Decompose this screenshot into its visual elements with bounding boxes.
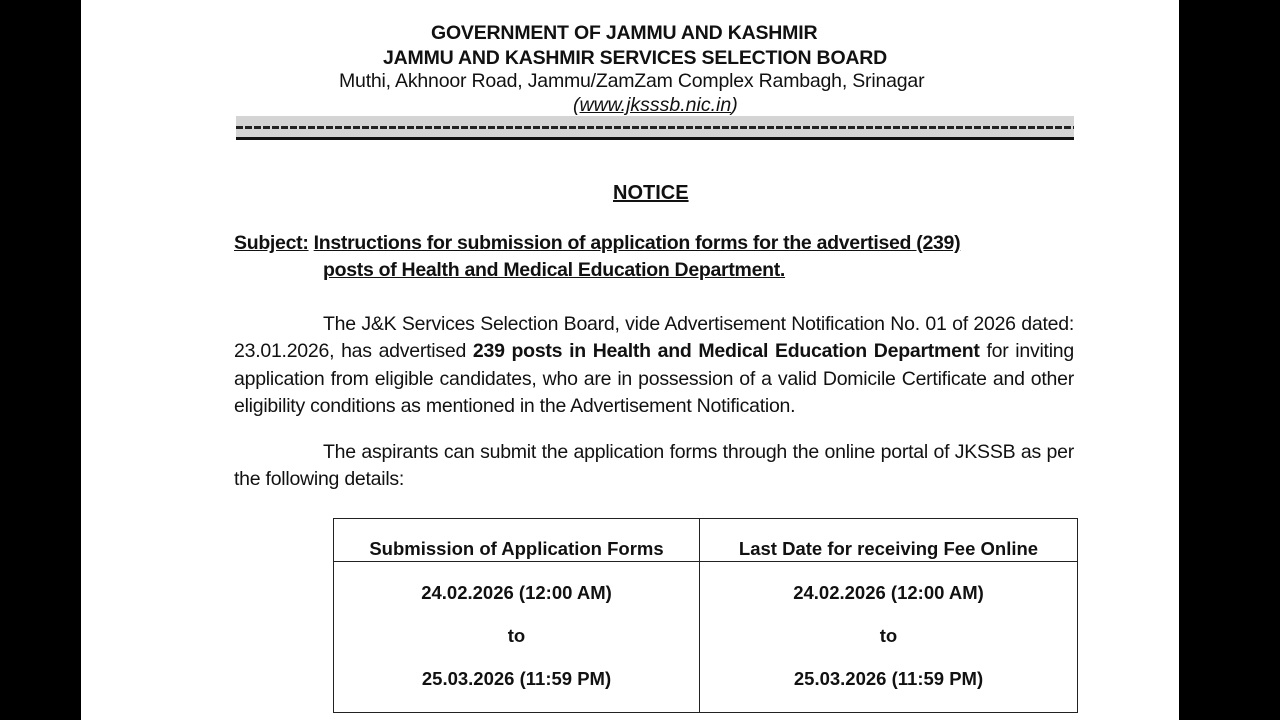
fee-start: 24.02.2026 (12:00 AM) [793,582,984,603]
header-solid-rule [236,137,1074,140]
fee-to: to [879,625,898,646]
submission-dates-cell [334,562,700,713]
para1-bold-text: 239 posts in Health and Medical Education Department [472,340,980,363]
subject-line-2: posts of Health and Medical Education Department. [323,259,786,281]
notice-title: NOTICE [613,182,689,204]
paren-open: ( [573,94,580,116]
document-page [81,0,1179,720]
fee-dates-cell [700,562,1078,713]
notice-subject [234,230,1084,284]
header-dashed-rule [236,126,1074,129]
submission-start: 24.02.2026 (12:00 AM) [421,582,612,603]
paren-close: ) [731,94,738,116]
header-government: GOVERNMENT OF JAMMU AND KASHMIR [431,22,818,44]
table-row [334,562,1078,713]
table-header-row [334,519,1078,562]
subject-line-1: Instructions for submission of application forms for the advertised (239) [313,232,961,254]
header-fee: Last Date for receiving Fee Online [700,519,1078,562]
submission-end: 25.03.2026 (11:59 PM) [421,668,612,689]
website-link[interactable]: www.jksssb.nic.in [579,94,732,116]
header-submission: Submission of Application Forms [334,519,700,562]
fee-end: 25.03.2026 (11:59 PM) [793,668,984,689]
schedule-table [333,518,1078,713]
paragraph-advertisement [234,311,1074,420]
para1-text-a: The J&K Services Selection Board, vide Advertisement Notification No. 01 of 2026 dated: 23.01.2026, has advertised [234,313,1074,363]
submission-to: to [507,625,526,646]
header-board-name: JAMMU AND KASHMIR SERVICES SELECTION BOARD [383,47,888,69]
paragraph-instructions [234,439,1074,494]
para1-text-b: for inviting application from eligible candidates, who are in possession of a valid Domicile Certificate and other eligibility conditions as mentioned in the Advertisement Notification. [234,340,1074,417]
para2-text: The aspirants can submit the application forms through the online portal of JKSSB as per the following details: [234,441,1074,491]
header-website [573,94,738,117]
subject-label: Subject: [234,232,309,254]
header-address: Muthi, Akhnoor Road, Jammu/ZamZam Complex Rambagh, Srinagar [339,70,925,92]
